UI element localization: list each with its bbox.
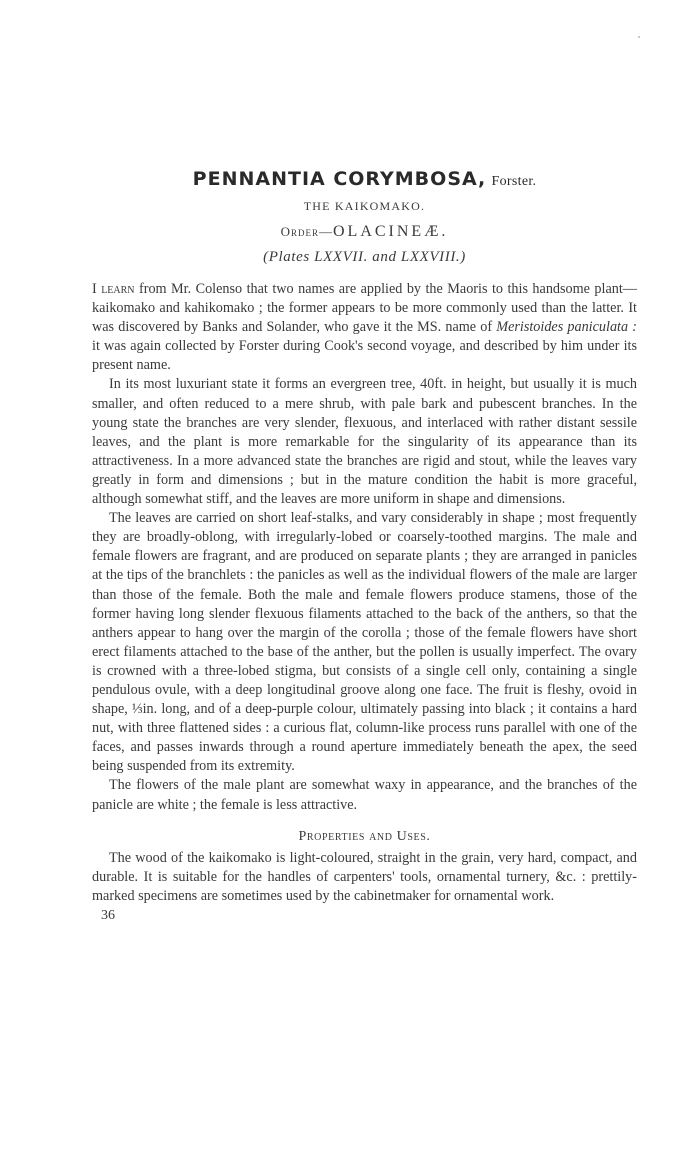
document-page (92, 168, 637, 924)
section-heading: Properties and Uses. (298, 828, 431, 844)
species-author: Forster. (491, 174, 537, 189)
botanical-name: Meristoides paniculata : (496, 319, 637, 336)
body-text (92, 280, 637, 924)
order-label: Order— (280, 224, 333, 239)
paragraph-lead: I learn (92, 281, 135, 297)
order-line (92, 223, 637, 241)
species-title (92, 168, 637, 191)
common-name: THE KAIKOMAKO. (303, 199, 426, 213)
paragraph-leaves-flowers: The leaves are carried on short leaf-stalks, and vary considerably in shape ; most frequently they are broadly-oblong, with irregularly-lobed or coarsely-toothed margins. The male and female flowers are fragrant, and are produced on separate plants ; they are arranged in panicles at the tips of the branchlets : the panicles as well as the individual flowers of the male are larger than those of the female. Both the male and female flowers produce stamens, those of the former having long slender flexuous filaments attached to the back of the anthers, so that the anthers appear to hang over the margin of the corolla ; those of the female flowers have short erect filaments attached to the base of the anther, but the pollen is usually imperfect. The ovary is crowned with a three-lobed stigma, but consists of a single cell only, containing a single pendulous ovule, with a deep longitudinal groove along one face. The fruit is fleshy, ovoid in shape, ⅓in. long, and of a deep-purple colour, ultimately passing into black ; it contains a hard nut, with three flattened sides : a curious flat, column-like process runs parallel with one of the faces, and passes inwards through a round aperture immediately beneath the apex, the seed being suspended from its extremity. (92, 510, 637, 775)
paragraph-habit: In its most luxuriant state it forms an evergreen tree, 40ft. in height, but usually it is much smaller, and often reduced to a mere shrub, with pale bark and pubescent branches. In the young state the branches are very slender, flexuous, and interlaced with rather distant sessile leaves, and the plant is more remarkable for the singularity of its appearance than its attractiveness. In a more advanced state the branches are rigid and stout, while the leaves vary greatly in form and dimensions ; but in the mature condition the habit is more graceful, although somewhat stiff, and the leaves are more uniform in shape and dimensions. (92, 376, 637, 508)
plates-reference: (Plates LXXVII. and LXXVIII.) (263, 249, 466, 265)
paragraph-intro (92, 280, 637, 375)
species-name: PENNANTIA CORYMBOSA, (192, 168, 487, 190)
order-family: OLACINEÆ. (332, 223, 449, 240)
paragraph-properties: The wood of the kaikomako is light-coloured, straight in the grain, very hard, compact, and durable. It is suitable for the handles of carpenters' tools, ornamental turnery, &c. : prettily-marked specimens are sometimes used by the cabinetmaker for ornamental work. (92, 849, 637, 904)
paragraph-text: it was again collected by Forster during Cook's second voyage, and described by him under its present name. (92, 338, 637, 374)
paragraph-text: from Mr. Colenso that two names are applied by the Maoris to this handsome plant—kaikomako and kahikomako ; the former appears to be more commonly used than the latter. It was discovered by Banks and Solander, who gave it the MS. name of (92, 281, 637, 336)
paragraph-male-flowers: The flowers of the male plant are somewhat waxy in appearance, and the branches of the panicle are white ; the female is less attractive. (92, 777, 637, 813)
scan-speck (638, 36, 640, 38)
page-number: 36 (101, 907, 115, 923)
